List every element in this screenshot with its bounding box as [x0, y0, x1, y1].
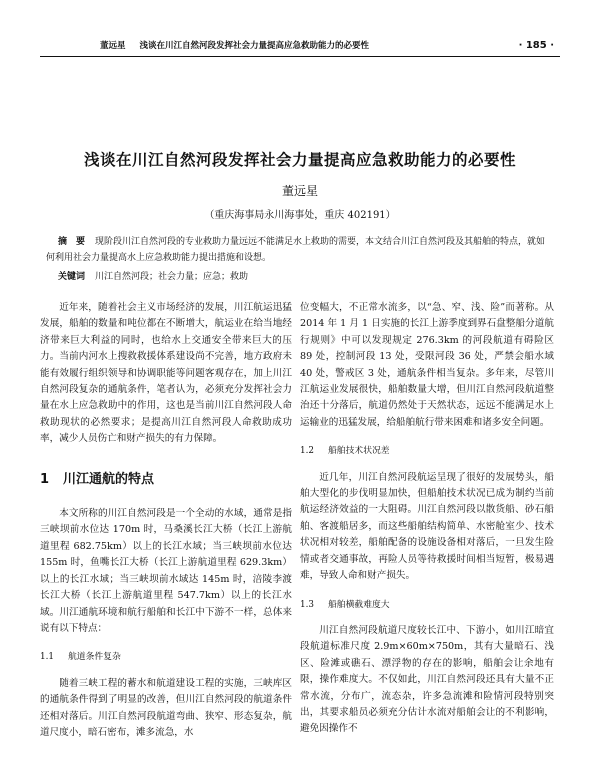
abstract-text: 现阶段川江自然河段的专业救助力量远远不能满足水上救助的需要，本文结合川江自然河段及其船舶的特点，就如何利用社会力量提高水上应急救助能力提出措施和设想。: [46, 237, 546, 263]
left-column: [40, 300, 292, 741]
article-author: 董远星: [281, 184, 318, 198]
subsection-title: 船舶横截难度大: [328, 599, 390, 610]
section11-paragraph: 随着三峡工程的蓄水和航道建设工程的实施，三峡库区的通航条件得到了明显的改善，但川江自然河段的航道条件还相对落后。川江自然河段航道弯曲、狭窄、形态复杂，航道尺度小，暗石密布，滩多流急，水: [40, 677, 292, 738]
running-head-author: 董远星: [100, 41, 126, 51]
abstract: [46, 234, 554, 266]
subsection-number: 1.2: [300, 446, 314, 457]
right-column: [300, 300, 554, 738]
section12-paragraph: 近几年，川江自然河段航运呈现了很好的发展势头，船舶大型化的步伐明显加快，但船舶技术状况已成为制约当前航运经济效益的一大阻碍。川江自然河段以散货船、砂石船舶、客渡船居多，而这些船舶结构简单、水密舱室少、技术状况相对较差，船舶配备的设施设备相对落后，一旦发生险情或者交通事故，再险人员等待救援时间相当短暂，极易遇难，导致人命和财产损失。: [300, 471, 554, 582]
abstract-label: 摘 要: [58, 237, 86, 247]
running-head-title: 浅谈在川江自然河段发挥社会力量提高应急救助能力的必要性: [139, 41, 370, 51]
article-title: 浅谈在川江自然河段发挥社会力量提高应急救助能力的必要性: [83, 151, 516, 169]
section-heading-1: [40, 472, 292, 488]
subsection-heading-1-3: [300, 597, 554, 613]
section13-paragraph: 川江自然河段航道尺度较长江中、下游小，如川江暗宜段航道标准尺度 2.9m×60m×750m，其有大量暗石、浅区、险滩或礁石、漂浮物的存在的影响，船舶会让余地有限，操作难度大。不仅如此，川江自然河段还具有大量不正常水流，分布广，流态杂，许多急流滩和险情河段特别突出，其要求船员必须充分估计水流对船舶会让的不利影响，避免因操作不: [300, 624, 554, 735]
keywords-text: 川江自然河段；社会力量；应急；救助: [95, 272, 249, 282]
article-affiliation: （重庆海事局永川海事处，重庆 402191）: [204, 210, 396, 221]
section-title: 川江通航的特点: [63, 471, 155, 487]
page-number: · 185 ·: [518, 39, 554, 51]
subsection-title: 航道条件复杂: [68, 652, 121, 663]
section-number: 1: [40, 471, 50, 487]
subsection-number: 1.3: [300, 599, 314, 610]
subsection-heading-1-1: [40, 649, 292, 665]
subsection-title: 船舶技术状况差: [328, 446, 390, 457]
section1-paragraph: 本文所称的川江自然河段是一个全动的水域，通常是指三峡坝前水位达 170m 时，马桑溪长江大桥（长江上游航道里程 682.75km）以上的长江水域；当三峡坝前水位达 155m 时，鱼嘴长江大桥（长江上游航道里程 629.3km）以上的长江水域；当三峡坝前水域达 145m 时，涪陵李渡长江大桥（长江上游航道里程 547.7km）以上的长江水域。川江通航环境和航行船舶和长江中下游不一样，总体来说有以下特点：: [40, 508, 292, 634]
keywords-label: 关键词: [58, 272, 86, 282]
keywords: [58, 269, 554, 282]
running-head: [40, 36, 560, 54]
continued-paragraph: 位变幅大，不正常水流多，以“急、窄、浅、险”而著称。从 2014 年 1 月 1 日实施的长江上游季度到界石盘整船分道航行规则》中可以发现规定 276.3km 的河段航道有碍险区 89 处，控制河段 13 处，受限河段 36 处，严禁会船水域 40 处，警戒区 3 处，通航条件相当复杂。多年来，尽管川江航运业发展很快，船舶数量大增，但川江自然河段航道整治还十分落后，航道仍然处于天然状态，远远不能满足水上运输业的迅猛发展，给船舶航行带来困难和诸多安全问题。: [300, 302, 554, 428]
subsection-number: 1.1: [40, 652, 54, 663]
intro-paragraph: 近年来，随着社会主义市场经济的发展，川江航运迅猛发展，船舶的数量和吨位都在不断增大，航运业在给当地经济带来巨大利益的同时，也给水上交通安全带来巨大的压力。当前内河水上搜救救援体系建设尚不完善，地方政府未能有效履行组织领导和协调职能等问题客观存在，加上川江自然河段复杂的通航条件，笔者认为，必须充分发挥社会力量在水上应急救助中的作用，这也是当前川江自然河段人命救助现状的必然要求；是提高川江自然河段人命救助成功率，减少人员伤亡和财产损失的有力保障。: [40, 302, 292, 445]
subsection-heading-1-2: [300, 443, 554, 459]
header-rule: [40, 56, 560, 57]
